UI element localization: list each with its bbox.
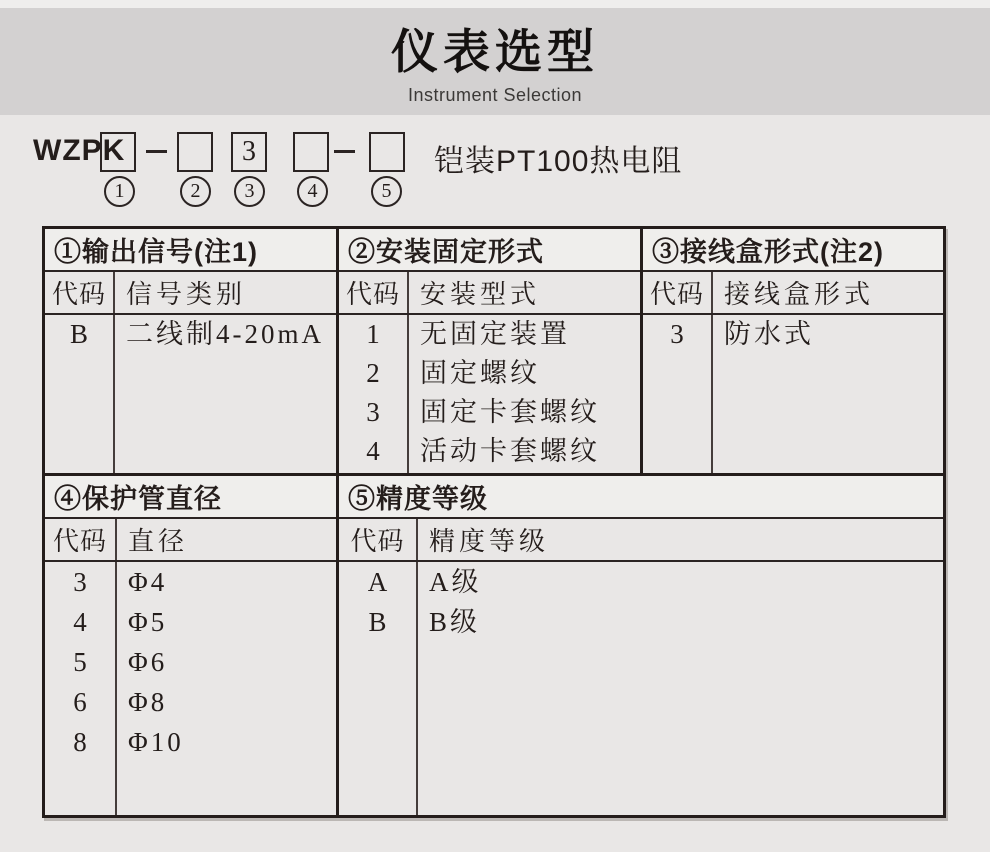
table-cell: B [69,319,88,349]
position-label-2: 2 [180,176,211,207]
code-column [643,315,713,473]
code-column [339,562,418,815]
table-cell: B级 [429,607,481,637]
table-cell: 4 [73,607,87,637]
table-cell: Φ10 [128,727,184,757]
table-cell: A级 [429,567,482,597]
table-title: ②安装固定形式 [339,229,640,272]
selection-tables [42,226,946,818]
section-top [45,229,943,473]
table-cell: 无固定装置 [420,319,570,349]
column-header-row [45,272,336,315]
table-cell: 1 [366,319,380,349]
table-mounting [339,229,643,473]
top-strip [0,0,990,8]
column-header-row [643,272,943,315]
column-header-row [45,519,336,562]
table-body [45,315,336,473]
table-cell: Φ6 [128,647,168,677]
table-cell: Φ5 [128,607,168,637]
page-title: 仪表选型 [391,25,599,78]
column-header-code: 代码 [45,519,117,560]
table-body [643,315,943,473]
column-header-row [339,519,943,562]
code-column [45,562,117,815]
table-cell: 5 [73,647,87,677]
section-bottom [45,476,943,815]
dash-separator [334,150,355,153]
table-body [45,562,336,815]
table-cell: 3 [73,567,87,597]
table-cell: 8 [73,727,87,757]
table-cell: 6 [73,687,87,717]
table-title: ①输出信号(注1) [45,229,336,272]
model-description: 铠装PT100热电阻 [434,145,683,178]
code-column [339,315,409,473]
table-cell: 防水式 [724,319,814,349]
value-column [115,315,336,473]
table-cell: 二线制4-20mA [126,319,324,349]
table-tube-diameter [45,476,339,815]
value-column [117,562,336,815]
code-column [45,315,115,473]
model-code-box-5 [369,132,405,172]
column-header-value: 安装型式 [420,280,541,309]
position-label-3: 3 [234,176,265,207]
column-header-value: 信号类别 [126,280,247,309]
model-code-box-3: 3 [231,132,267,172]
column-header-code: 代码 [45,272,115,313]
column-header-value: 精度等级 [429,527,550,556]
column-header-code: 代码 [643,272,713,313]
table-title: ③接线盒形式(注2) [643,229,943,272]
position-label-5: 5 [371,176,402,207]
column-header-code: 代码 [339,272,409,313]
model-prefix: WZPK [33,134,126,167]
column-header-value: 直径 [128,527,189,556]
table-title: ⑤精度等级 [339,476,943,519]
model-code-box-4 [293,132,329,172]
table-body [339,562,943,815]
page-subtitle: Instrument Selection [407,85,583,105]
value-column [713,315,943,473]
table-cell: 4 [366,436,380,466]
table-accuracy-class [339,476,943,815]
table-cell: B [368,607,387,637]
table-cell: Φ4 [128,567,168,597]
title-banner [0,8,990,115]
table-cell: Φ8 [128,687,168,717]
column-header-row [339,272,640,315]
table-junction-box [643,229,943,473]
column-header-code: 代码 [339,519,418,560]
table-body [339,315,640,473]
column-header-value: 接线盒形式 [724,280,875,309]
dash-separator [146,150,167,153]
table-cell: A [367,567,388,597]
model-code-box-2 [177,132,213,172]
table-cell: 3 [670,319,684,349]
position-label-1: 1 [104,176,135,207]
model-code-box-1 [100,132,136,172]
table-cell: 固定卡套螺纹 [420,397,600,427]
table-cell: 2 [366,358,380,388]
table-output-signal [45,229,339,473]
table-title: ④保护管直径 [45,476,336,519]
position-label-4: 4 [297,176,328,207]
table-cell: 3 [366,397,380,427]
value-column [409,315,640,473]
table-cell: 活动卡套螺纹 [420,436,600,466]
value-column [418,562,943,815]
table-cell: 固定螺纹 [420,358,540,388]
